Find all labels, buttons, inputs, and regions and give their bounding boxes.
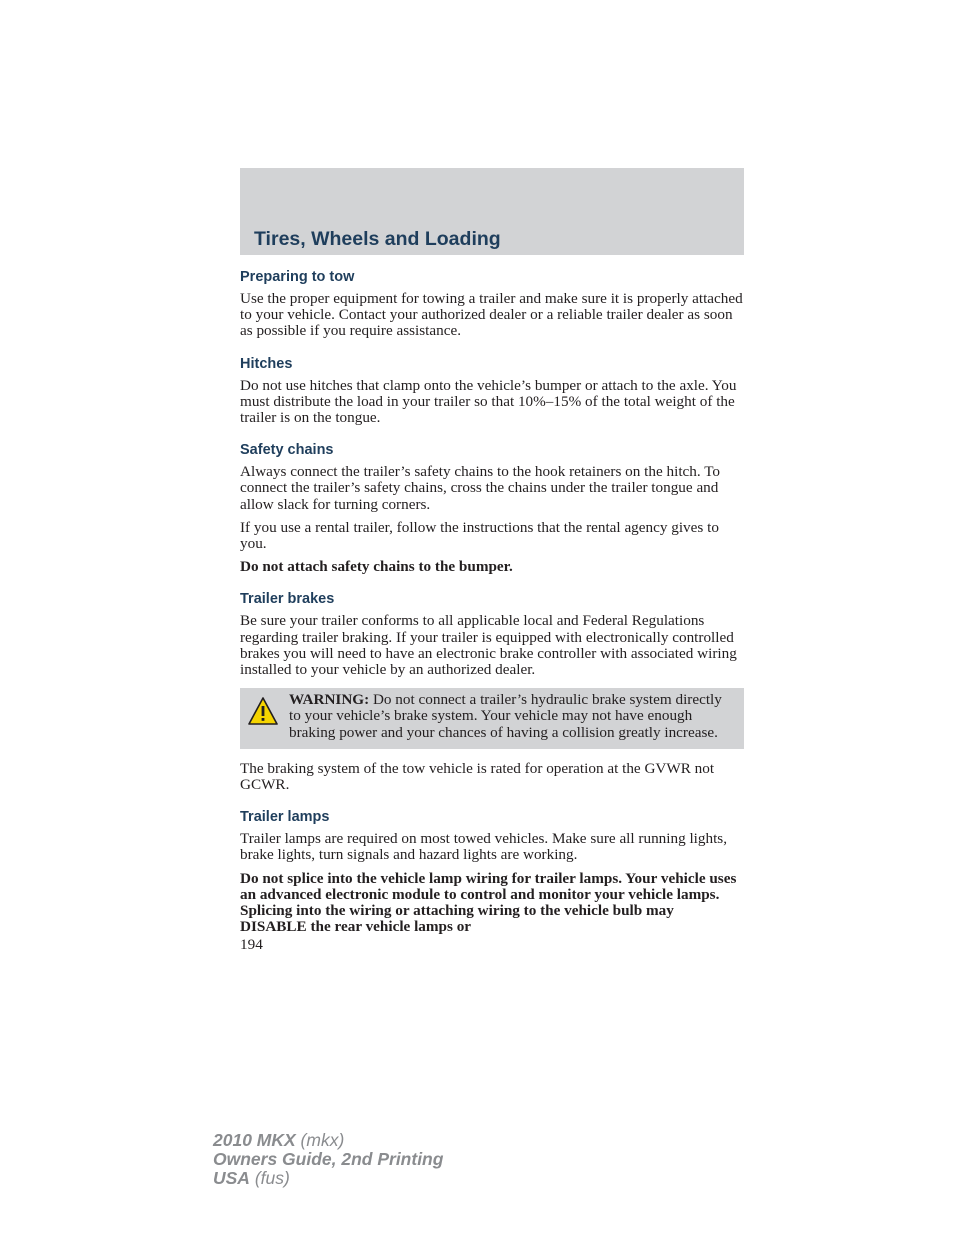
document-footer <box>213 1131 443 1188</box>
footer-line-guide: Owners Guide, 2nd Printing <box>213 1149 444 1169</box>
section-heading: Trailer brakes <box>240 591 335 608</box>
warning-triangle-icon <box>247 696 279 726</box>
warning-label: WARNING: <box>289 691 370 709</box>
paragraph: If you use a rental trailer, follow the instructions that the rental agency gives to you. <box>240 518 719 553</box>
bold-caution-text: Do not splice into the vehicle lamp wiring for trailer lamps. Your vehicle uses an advanced electronic module to control and monitor your vehicle lamps. Splicing into the wiring or attaching wiring to the vehicle bulb may DISABLE the rear vehicle lamps or <box>240 869 737 936</box>
section-safety-chains <box>240 440 744 575</box>
page-number: 194 <box>240 936 263 954</box>
chapter-header-band <box>240 168 744 255</box>
warning-body: Do not connect a trailer’s hydraulic brake system directly to your vehicle’s brake system. Your vehicle may not have enough braking power and your chances of having a collision greatly increase. <box>289 691 722 741</box>
warning-text <box>247 692 736 741</box>
section-heading: Hitches <box>240 355 293 372</box>
section-trailer-brakes <box>240 589 744 793</box>
section-heading: Trailer lamps <box>240 809 330 826</box>
footer-line-region: USA (fus) <box>213 1168 290 1188</box>
chapter-title: Tires, Wheels and Loading <box>254 228 501 250</box>
section-heading: Safety chains <box>240 442 334 459</box>
footer-line-model: 2010 MKX (mkx) <box>213 1130 345 1150</box>
paragraph: Do not use hitches that clamp onto the vehicle’s bumper or attach to the axle. You must distribute the load in your trailer so that 10%–15% of the total weight of the trailer is on the tongue. <box>240 376 737 427</box>
section-hitches <box>240 354 744 427</box>
bold-caution-text: Do not attach safety chains to the bumper. <box>240 558 513 576</box>
section-trailer-lamps <box>240 807 744 935</box>
page-content <box>240 267 744 953</box>
section-preparing-to-tow <box>240 267 744 340</box>
warning-box <box>240 688 744 749</box>
paragraph: Use the proper equipment for towing a trailer and make sure it is properly attached to your vehicle. Contact your authorized dealer or a reliable trailer dealer as soon as possible if you require assistance. <box>240 290 743 340</box>
paragraph: Be sure your trailer conforms to all applicable local and Federal Regulations regarding trailer braking. If your trailer is equipped with electronically controlled brakes you will need to have an electronic brake controller with associated wiring installed to your vehicle by an authorized dealer. <box>240 612 737 679</box>
section-heading: Preparing to tow <box>240 269 355 285</box>
paragraph: The braking system of the tow vehicle is rated for operation at the GVWR not GCWR. <box>240 759 715 794</box>
paragraph: Trailer lamps are required on most towed vehicles. Make sure all running lights, brake lights, turn signals and hazard lights are working. <box>240 830 728 864</box>
paragraph: Always connect the trailer’s safety chains to the hook retainers on the hitch. To connect the trailer’s safety chains, cross the chains under the trailer tongue and allow slack for turning corners. <box>240 463 721 513</box>
